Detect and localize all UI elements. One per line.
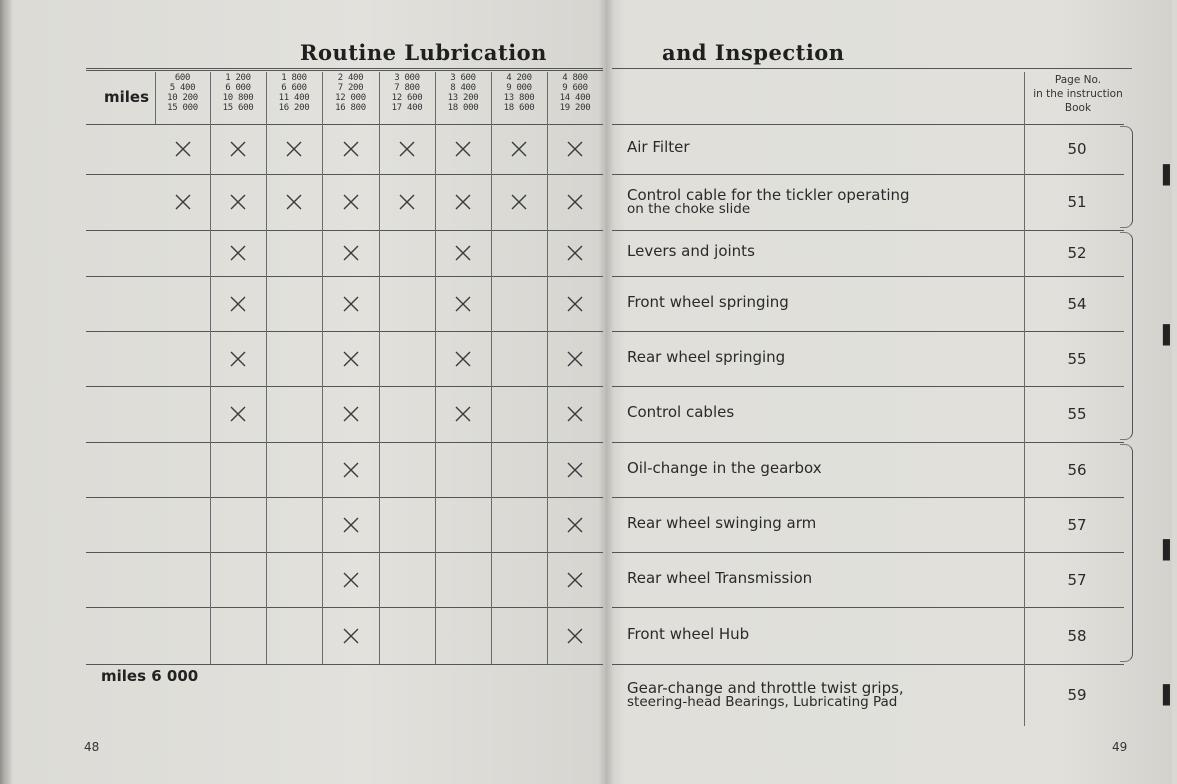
check-x-mark: [225, 189, 251, 215]
check-x-mark: [562, 512, 588, 538]
check-x-mark: [338, 346, 364, 372]
mileage-value: 11 400: [278, 93, 310, 103]
check-x-mark: [394, 136, 420, 162]
book-gutter: [598, 0, 614, 784]
edge-marker: ▌: [1163, 685, 1177, 706]
check-x-mark: [450, 346, 476, 372]
check-x-mark: [506, 189, 532, 215]
inspection-item-label: [627, 624, 750, 643]
right-page-number: 49: [1112, 740, 1128, 754]
mileage-value: 1 200: [225, 73, 251, 83]
item-title: Front wheel Hub: [627, 624, 750, 643]
table-row-rule: [86, 664, 603, 665]
mileage-value: 19 200: [559, 103, 591, 113]
mileage-column: [211, 73, 265, 113]
right-table-row-rule: [612, 124, 1124, 125]
page-header-line-2: in the instruction: [1033, 88, 1123, 100]
mileage-column: [324, 73, 378, 113]
right-page: [606, 0, 1177, 784]
check-x-mark: [225, 240, 251, 266]
right-table-row-rule: [612, 276, 1124, 277]
left-page-number: 48: [84, 740, 100, 754]
table-column-rule: [155, 72, 156, 124]
page-header-line-3: Book: [1064, 102, 1092, 114]
check-x-mark: [338, 291, 364, 317]
mileage-value: 12 600: [391, 93, 423, 103]
item-title: Gear-change and throttle twist grips,: [627, 679, 904, 697]
right-table-row-rule: [612, 230, 1124, 231]
table-row-rule: [86, 552, 603, 553]
right-page-title: and Inspection: [662, 40, 845, 65]
item-page-number: 52: [1067, 244, 1087, 262]
check-x-mark: [338, 189, 364, 215]
item-page-number: 56: [1067, 460, 1087, 479]
item-title: Control cable for the tickler operating: [627, 186, 910, 204]
mileage-value: 12 000: [335, 93, 366, 103]
item-page-number: 54: [1067, 294, 1087, 313]
page-column-rule: [1024, 72, 1025, 726]
check-x-mark: [562, 401, 588, 427]
check-x-mark: [170, 189, 196, 215]
check-x-mark: [281, 136, 307, 162]
right-table-top-rule: [612, 68, 1132, 69]
inspection-item-label: [627, 458, 822, 477]
table-row-rule: [86, 331, 603, 332]
mileage-value: 8 400: [450, 83, 476, 93]
item-page-number: 57: [1067, 515, 1087, 534]
inspection-item-label: [627, 140, 690, 155]
inspection-item-label: [627, 568, 813, 587]
check-x-mark: [562, 457, 588, 483]
mileage-value: 2 400: [337, 73, 364, 83]
table-row-rule: [86, 276, 603, 277]
mileage-column: [548, 73, 602, 113]
table-column-rule: [379, 72, 380, 664]
mileage-value: 5 400: [169, 83, 196, 93]
item-subtitle: steering-head Bearings, Lubricating Pad: [627, 694, 898, 710]
check-x-mark: [338, 623, 364, 649]
item-title: Control cables: [627, 403, 735, 421]
check-x-mark: [394, 189, 420, 215]
inspection-item-label: [627, 244, 755, 259]
mileage-column: [156, 73, 210, 113]
check-x-mark: [450, 240, 476, 266]
edge-marker: ▌: [1163, 540, 1177, 561]
right-table-row-rule: [612, 607, 1124, 608]
item-page-number: 59: [1067, 686, 1087, 704]
mileage-value: 9 000: [506, 83, 532, 93]
check-x-mark: [450, 136, 476, 162]
table-row-rule: [86, 497, 603, 498]
table-row-rule: [86, 386, 603, 387]
inspection-item-label: [627, 513, 817, 532]
right-table-row-rule: [612, 386, 1124, 387]
page-number-column-header: [1024, 73, 1132, 115]
check-x-mark: [225, 291, 251, 317]
table-row-rule: [86, 230, 603, 231]
check-x-mark: [225, 346, 251, 372]
check-x-mark: [338, 401, 364, 427]
mileage-value: 6 000: [225, 83, 251, 93]
check-x-mark: [225, 401, 251, 427]
item-title: Oil-change in the gearbox: [627, 458, 822, 477]
check-x-mark: [281, 189, 307, 215]
table-row-rule: [86, 174, 603, 175]
mileage-value: 4 200: [506, 73, 532, 83]
right-table-row-rule: [612, 331, 1124, 332]
check-x-mark: [338, 567, 364, 593]
check-x-mark: [562, 291, 588, 317]
mileage-value: 4 800: [562, 73, 588, 83]
table-column-rule: [210, 72, 211, 664]
table-row-rule: [86, 124, 603, 125]
check-x-mark: [562, 623, 588, 649]
mileage-value: 17 400: [391, 103, 423, 113]
mileage-column: [492, 73, 546, 113]
item-title: Front wheel springing: [627, 292, 789, 311]
mileage-value: 15 000: [167, 103, 198, 113]
check-x-mark: [225, 136, 251, 162]
mileage-value: 18 600: [503, 103, 535, 113]
mileage-value: 13 800: [503, 93, 535, 103]
table-column-rule: [547, 72, 548, 664]
check-x-mark: [170, 136, 196, 162]
mileage-value: 10 800: [222, 93, 254, 103]
item-title: Rear wheel swinging arm: [627, 513, 817, 532]
item-page-number: 57: [1067, 570, 1087, 589]
item-title: Rear wheel Transmission: [627, 568, 813, 587]
mileage-column: [436, 73, 490, 113]
mileage-value: 600: [174, 73, 191, 83]
table-column-rule: [491, 72, 492, 664]
mileage-value: 15 600: [222, 103, 254, 113]
right-table-row-rule: [612, 552, 1124, 553]
mileage-value: 10 200: [167, 93, 198, 103]
mileage-value: 14 400: [559, 93, 591, 103]
item-subtitle: on the choke slide: [627, 201, 751, 217]
check-x-mark: [450, 401, 476, 427]
check-x-mark: [450, 291, 476, 317]
table-column-rule: [322, 72, 323, 664]
inspection-item-label: [627, 292, 789, 311]
check-x-mark: [338, 240, 364, 266]
check-x-mark: [562, 567, 588, 593]
item-page-number: 50: [1067, 140, 1087, 158]
table-top-rule: [86, 70, 603, 71]
check-x-mark: [562, 240, 588, 266]
inspection-item-label: [627, 681, 904, 709]
check-x-mark: [562, 346, 588, 372]
mileage-column: [267, 73, 321, 113]
inspection-item-label: [627, 347, 786, 366]
check-x-mark: [562, 189, 588, 215]
edge-marker: ▌: [1163, 325, 1177, 346]
book-left-edge: [0, 0, 12, 784]
check-x-mark: [450, 189, 476, 215]
table-column-rule: [435, 72, 436, 664]
mileage-value: 6 600: [281, 83, 307, 93]
inspection-item-label: [627, 405, 734, 420]
miles-header-label: miles: [104, 88, 150, 106]
right-table-row-rule: [612, 174, 1124, 175]
check-x-mark: [338, 136, 364, 162]
item-page-number: 55: [1067, 405, 1087, 423]
mileage-column: [380, 73, 434, 113]
mileage-value: 3 000: [394, 73, 420, 83]
table-row-rule: [86, 442, 603, 443]
mileage-value: 7 200: [337, 83, 364, 93]
page-header-line-1: Page No.: [1054, 74, 1102, 86]
inspection-item-label: [627, 188, 910, 216]
mileage-value: 18 000: [447, 103, 479, 113]
right-table-row-rule: [612, 664, 1124, 665]
item-page-number: 58: [1067, 626, 1087, 645]
table-top-rule: [86, 68, 603, 69]
right-table-row-rule: [612, 497, 1124, 498]
item-page-number: 55: [1067, 349, 1087, 368]
right-table-row-rule: [612, 442, 1124, 443]
check-x-mark: [562, 136, 588, 162]
item-title: Air Filter: [627, 138, 690, 156]
mileage-value: 16 200: [278, 103, 310, 113]
check-x-mark: [506, 136, 532, 162]
table-row-rule: [86, 607, 603, 608]
mileage-value: 7 800: [394, 83, 420, 93]
item-title: Rear wheel springing: [627, 347, 786, 366]
bottom-mileage-note: miles 6 000: [101, 667, 199, 685]
item-title: Levers and joints: [627, 242, 755, 260]
table-column-rule: [266, 72, 267, 664]
mileage-value: 13 200: [447, 93, 479, 103]
mileage-value: 1 800: [281, 73, 307, 83]
group-bracket: [1120, 126, 1133, 228]
edge-marker: ▌: [1163, 165, 1177, 186]
group-bracket: [1120, 232, 1133, 440]
mileage-value: 16 800: [335, 103, 366, 113]
left-page-title: Routine Lubrication: [300, 40, 547, 65]
check-x-mark: [338, 457, 364, 483]
check-x-mark: [338, 512, 364, 538]
mileage-value: 9 600: [562, 83, 588, 93]
mileage-value: 3 600: [450, 73, 476, 83]
item-page-number: 51: [1067, 193, 1087, 211]
group-bracket: [1120, 444, 1133, 662]
